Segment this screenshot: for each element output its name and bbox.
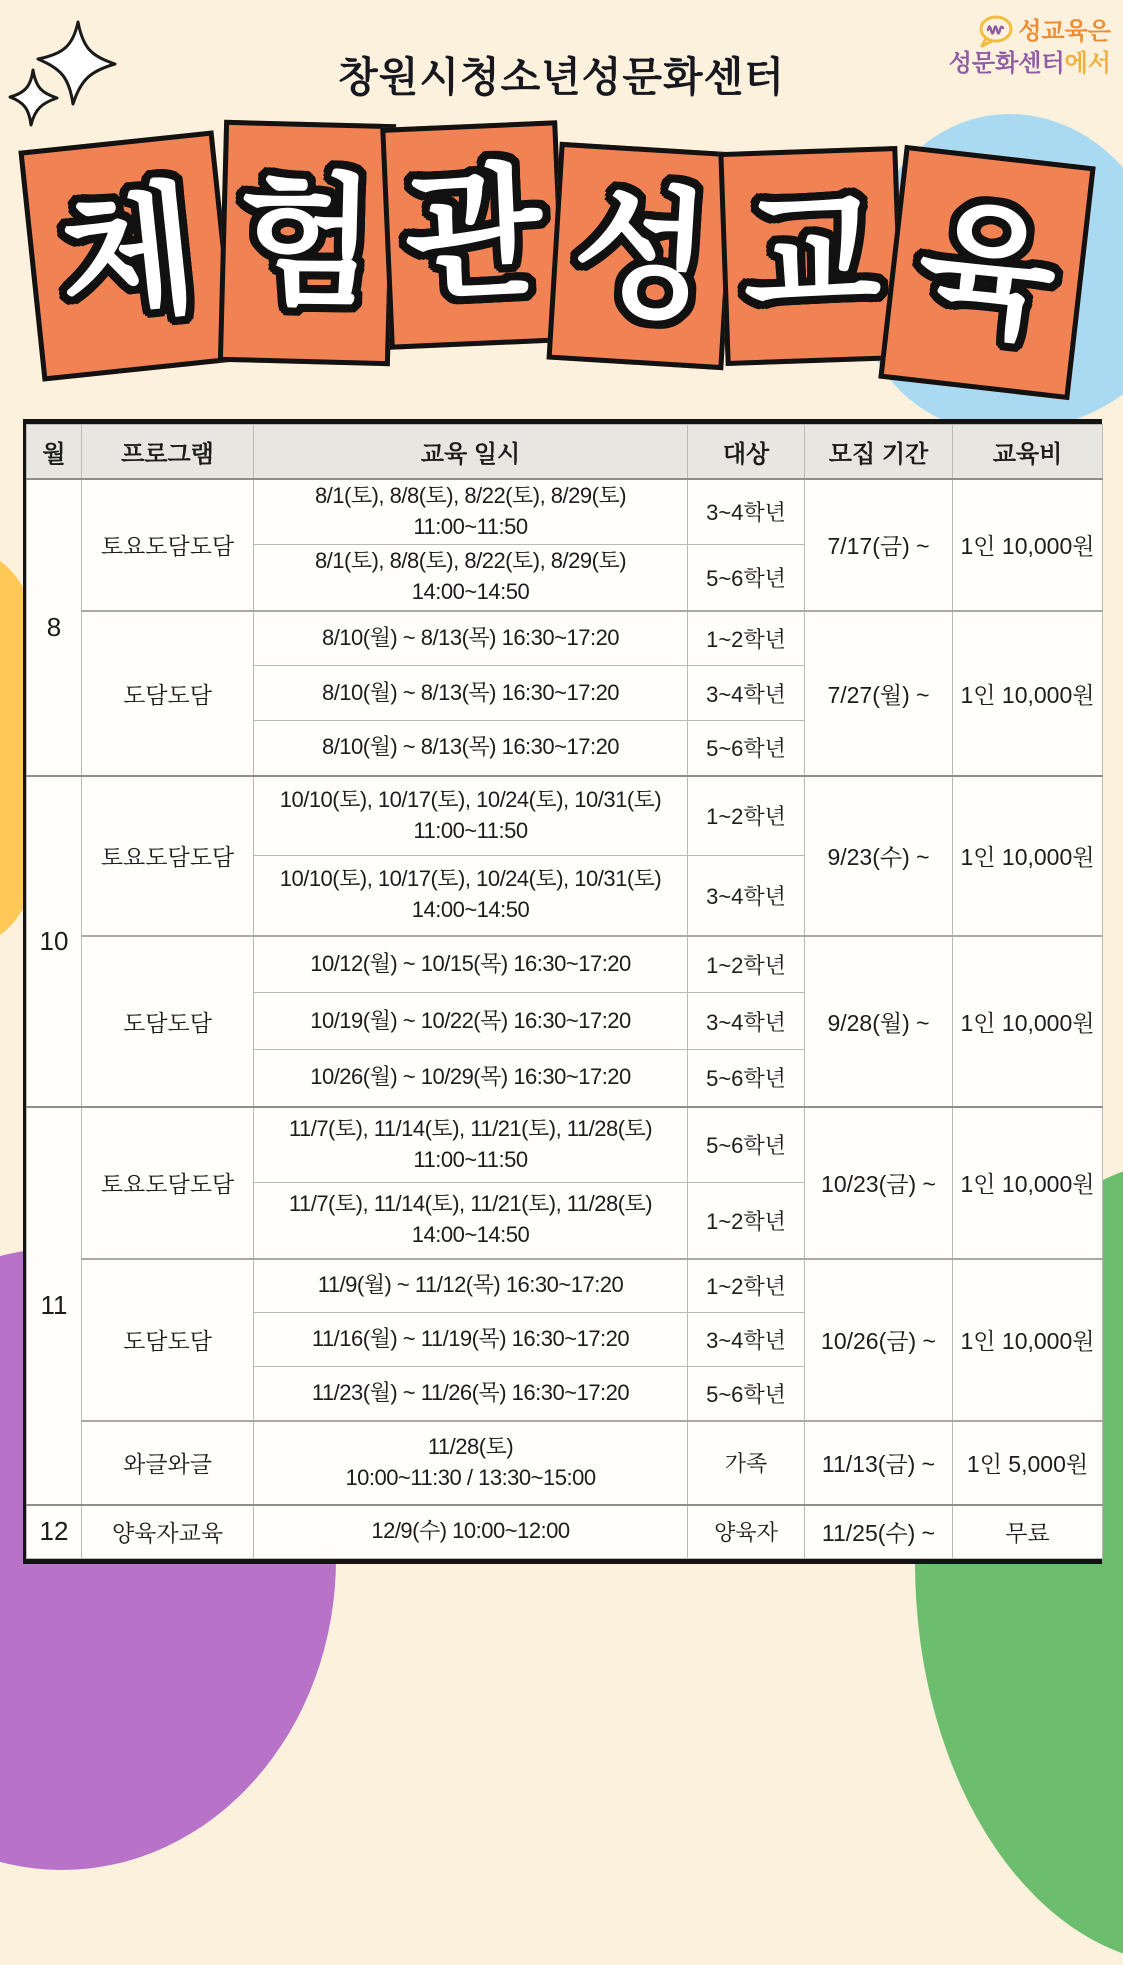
title-letter: 성 bbox=[568, 171, 715, 340]
table-row bbox=[27, 1505, 1103, 1559]
schedule-line: 8/10(월) ~ 8/13(목) 16:30~17:20 bbox=[321, 679, 620, 705]
schedule-line: 8/10(월) ~ 8/13(목) 16:30~17:20 bbox=[321, 624, 620, 650]
schedule-line: 11/23(월) ~ 11/26(목) 16:30~17:20 bbox=[311, 1379, 630, 1405]
cell-schedule bbox=[254, 666, 688, 721]
schedule-line: 12/9(수) 10:00~12:00 bbox=[371, 1518, 570, 1544]
cell-schedule bbox=[254, 611, 688, 666]
cell-schedule bbox=[254, 721, 688, 776]
cell-program: 도담도담 bbox=[82, 1259, 254, 1421]
cell-period: 10/26(금) ~ bbox=[805, 1259, 953, 1421]
cell-fee: 1인 10,000원 bbox=[953, 1107, 1103, 1259]
cell-month: 12 bbox=[27, 1505, 82, 1559]
title-letter: 체 bbox=[51, 169, 205, 342]
cell-schedule bbox=[254, 993, 688, 1050]
schedule-line: 10:00~11:30 / 13:30~15:00 bbox=[345, 1464, 596, 1490]
title-card-4 bbox=[547, 142, 737, 370]
cell-month: 11 bbox=[27, 1107, 82, 1505]
column-header-period: 모집 기간 bbox=[805, 425, 953, 479]
cell-period: 7/27(월) ~ bbox=[805, 611, 953, 776]
cell-target: 5~6학년 bbox=[688, 1050, 805, 1107]
title-card-5 bbox=[718, 146, 904, 366]
table-row bbox=[27, 1421, 1103, 1505]
schedule-line: 14:00~14:50 bbox=[411, 1222, 530, 1248]
cell-schedule bbox=[254, 1421, 688, 1505]
schedule-line: 14:00~14:50 bbox=[411, 579, 530, 605]
cell-period: 11/13(금) ~ bbox=[805, 1421, 953, 1505]
cell-target: 3~4학년 bbox=[688, 666, 805, 721]
cell-period: 9/23(수) ~ bbox=[805, 776, 953, 936]
cell-program: 양육자교육 bbox=[82, 1505, 254, 1559]
title-letter: 육 bbox=[909, 185, 1065, 359]
cell-target: 5~6학년 bbox=[688, 1107, 805, 1183]
cell-period: 7/17(금) ~ bbox=[805, 479, 953, 611]
cell-fee: 무료 bbox=[953, 1505, 1103, 1559]
cell-program: 와글와글 bbox=[82, 1421, 254, 1505]
cell-target: 3~4학년 bbox=[688, 856, 805, 936]
cell-period: 11/25(수) ~ bbox=[805, 1505, 953, 1559]
cell-period: 10/23(금) ~ bbox=[805, 1107, 953, 1259]
cell-schedule bbox=[254, 545, 688, 611]
cell-target: 가족 bbox=[688, 1421, 805, 1505]
table-row bbox=[27, 1107, 1103, 1183]
schedule-line: 11:00~11:50 bbox=[413, 1146, 528, 1172]
cell-schedule bbox=[254, 1183, 688, 1259]
cell-fee: 1인 10,000원 bbox=[953, 611, 1103, 776]
schedule-line: 10/26(월) ~ 10/29(목) 16:30~17:20 bbox=[310, 1064, 631, 1090]
column-header-fee: 교육비 bbox=[953, 425, 1103, 479]
title-card-3 bbox=[380, 120, 567, 350]
schedule-table bbox=[23, 419, 1102, 1564]
title-card-1 bbox=[18, 130, 237, 381]
table-row bbox=[27, 936, 1103, 993]
title-card-2 bbox=[218, 120, 396, 366]
cell-schedule bbox=[254, 776, 688, 856]
table-row bbox=[27, 1259, 1103, 1313]
cell-target: 3~4학년 bbox=[688, 993, 805, 1050]
table-row bbox=[27, 479, 1103, 545]
cell-target: 1~2학년 bbox=[688, 611, 805, 666]
column-header-schedule: 교육 일시 bbox=[254, 425, 688, 479]
cell-schedule bbox=[254, 1107, 688, 1183]
logo-text-line1: 성교육은 bbox=[1018, 18, 1111, 46]
header-row bbox=[27, 425, 1103, 479]
cell-schedule bbox=[254, 856, 688, 936]
cell-month: 10 bbox=[27, 776, 82, 1107]
cell-program: 도담도담 bbox=[82, 611, 254, 776]
cell-target: 5~6학년 bbox=[688, 545, 805, 611]
title-letter: 험 bbox=[236, 161, 378, 324]
logo-text-line2-suffix: 에서 bbox=[1064, 50, 1111, 77]
cell-target: 1~2학년 bbox=[688, 1183, 805, 1259]
title-letter: 교 bbox=[740, 173, 883, 338]
cell-target: 양육자 bbox=[688, 1505, 805, 1559]
title-cards bbox=[0, 0, 1123, 420]
title-card-6 bbox=[878, 145, 1095, 400]
column-header-target: 대상 bbox=[688, 425, 805, 479]
org-title: 창원시청소년성문화센터 bbox=[338, 54, 785, 100]
schedule-table-grid bbox=[26, 424, 1103, 1559]
cell-fee: 1인 10,000원 bbox=[953, 776, 1103, 936]
schedule-line: 10/10(토), 10/17(토), 10/24(토), 10/31(토) bbox=[279, 866, 662, 892]
cell-fee: 1인 5,000원 bbox=[953, 1421, 1103, 1505]
cell-program: 토요도담도담 bbox=[82, 479, 254, 611]
cell-month: 8 bbox=[27, 479, 82, 776]
schedule-line: 11/28(토) bbox=[427, 1433, 514, 1459]
cell-schedule bbox=[254, 479, 688, 545]
schedule-line: 11/7(토), 11/14(토), 11/21(토), 11/28(토) bbox=[288, 1191, 653, 1217]
cell-target: 5~6학년 bbox=[688, 721, 805, 776]
schedule-line: 11/9(월) ~ 11/12(목) 16:30~17:20 bbox=[317, 1272, 624, 1298]
cell-schedule bbox=[254, 936, 688, 993]
cell-target: 3~4학년 bbox=[688, 1313, 805, 1367]
schedule-line: 10/19(월) ~ 10/22(목) 16:30~17:20 bbox=[310, 1007, 631, 1033]
column-header-month: 월 bbox=[27, 425, 82, 479]
cell-schedule bbox=[254, 1505, 688, 1559]
cell-program: 토요도담도담 bbox=[82, 776, 254, 936]
cell-schedule bbox=[254, 1313, 688, 1367]
schedule-line: 11/7(토), 11/14(토), 11/21(토), 11/28(토) bbox=[288, 1115, 653, 1141]
cell-schedule bbox=[254, 1050, 688, 1107]
schedule-line: 11:00~11:50 bbox=[413, 513, 528, 539]
schedule-line: 8/1(토), 8/8(토), 8/22(토), 8/29(토) bbox=[314, 548, 627, 574]
schedule-line: 10/12(월) ~ 10/15(목) 16:30~17:20 bbox=[310, 950, 631, 976]
cell-fee: 1인 10,000원 bbox=[953, 936, 1103, 1107]
schedule-line: 8/1(토), 8/8(토), 8/22(토), 8/29(토) bbox=[314, 482, 627, 508]
cell-target: 1~2학년 bbox=[688, 776, 805, 856]
cell-fee: 1인 10,000원 bbox=[953, 1259, 1103, 1421]
table-row bbox=[27, 776, 1103, 856]
cell-schedule bbox=[254, 1259, 688, 1313]
cell-program: 토요도담도담 bbox=[82, 1107, 254, 1259]
cell-period: 9/28(월) ~ bbox=[805, 936, 953, 1107]
cell-target: 1~2학년 bbox=[688, 1259, 805, 1313]
schedule-line: 11:00~11:50 bbox=[413, 817, 528, 843]
logo-text-line2-main: 성문화센터 bbox=[948, 50, 1065, 77]
cell-target: 5~6학년 bbox=[688, 1367, 805, 1421]
title-letter: 관 bbox=[401, 152, 546, 317]
cell-target: 1~2학년 bbox=[688, 936, 805, 993]
schedule-line: 8/10(월) ~ 8/13(목) 16:30~17:20 bbox=[321, 734, 620, 760]
column-header-program: 프로그램 bbox=[82, 425, 254, 479]
cell-target: 3~4학년 bbox=[688, 479, 805, 545]
cell-schedule bbox=[254, 1367, 688, 1421]
schedule-line: 10/10(토), 10/17(토), 10/24(토), 10/31(토) bbox=[279, 786, 662, 812]
cell-program: 도담도담 bbox=[82, 936, 254, 1107]
table-row bbox=[27, 611, 1103, 666]
cell-fee: 1인 10,000원 bbox=[953, 479, 1103, 611]
schedule-line: 14:00~14:50 bbox=[411, 897, 530, 923]
schedule-line: 11/16(월) ~ 11/19(목) 16:30~17:20 bbox=[311, 1326, 630, 1352]
